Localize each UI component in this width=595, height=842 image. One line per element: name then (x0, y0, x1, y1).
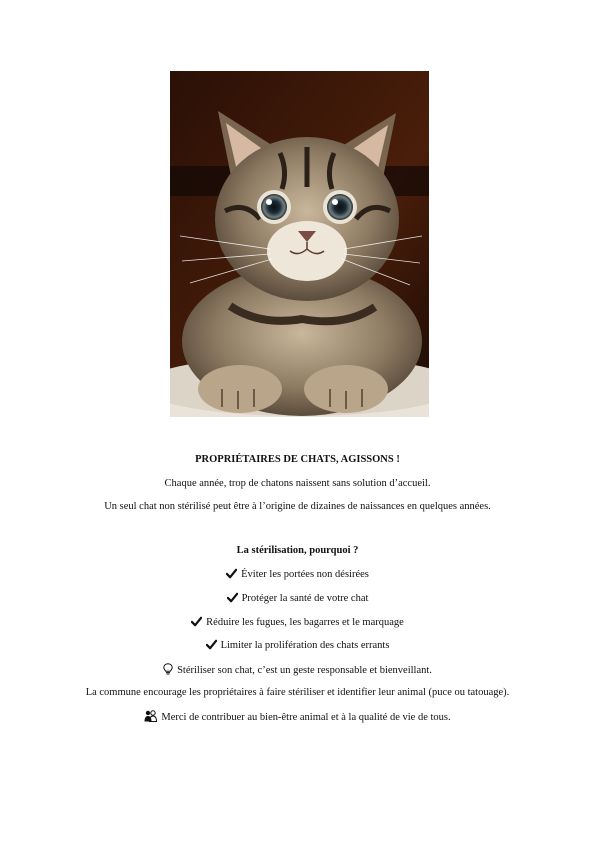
lightbulb-icon (163, 663, 173, 675)
tip-text: Stériliser son chat, c’est un geste responsable et bienveillant. (177, 665, 432, 676)
intro-line: Un seul chat non stérilisé peut être à l’origine de dizaines de naissances en quelques années. (104, 501, 491, 512)
kitten-photo (170, 71, 429, 417)
tip-line (0, 663, 595, 678)
reason-label: Éviter les portées non désirées (241, 569, 369, 580)
people-icon (144, 710, 157, 722)
reason-item (0, 639, 595, 653)
reason-label: Protéger la santé de votre chat (241, 593, 369, 604)
check-mark-icon (206, 639, 217, 650)
reason-item (0, 616, 595, 630)
reason-item (0, 592, 595, 606)
reason-item (0, 568, 595, 582)
intro-line: Chaque année, trop de chatons naissent sans solution d’accueil. (164, 478, 431, 489)
check-mark-icon (227, 592, 238, 603)
thanks-text: Merci de contribuer au bien-être animal et à la qualité de vie de tous. (161, 712, 451, 723)
reason-label: Réduire les fugues, les bagarres et le marquage (206, 617, 404, 628)
reason-label: Limiter la prolifération des chats errants (220, 640, 390, 651)
page-title: PROPRIÉTAIRES DE CHATS, AGISSONS ! (195, 454, 400, 465)
section-title: La stérilisation, pourquoi ? (236, 545, 359, 556)
check-mark-icon (191, 616, 202, 627)
check-mark-icon (226, 568, 237, 579)
thanks-line (0, 710, 595, 725)
commune-note: La commune encourage les propriétaires à faire stériliser et identifier leur animal (puce ou tatouage). (85, 687, 510, 698)
